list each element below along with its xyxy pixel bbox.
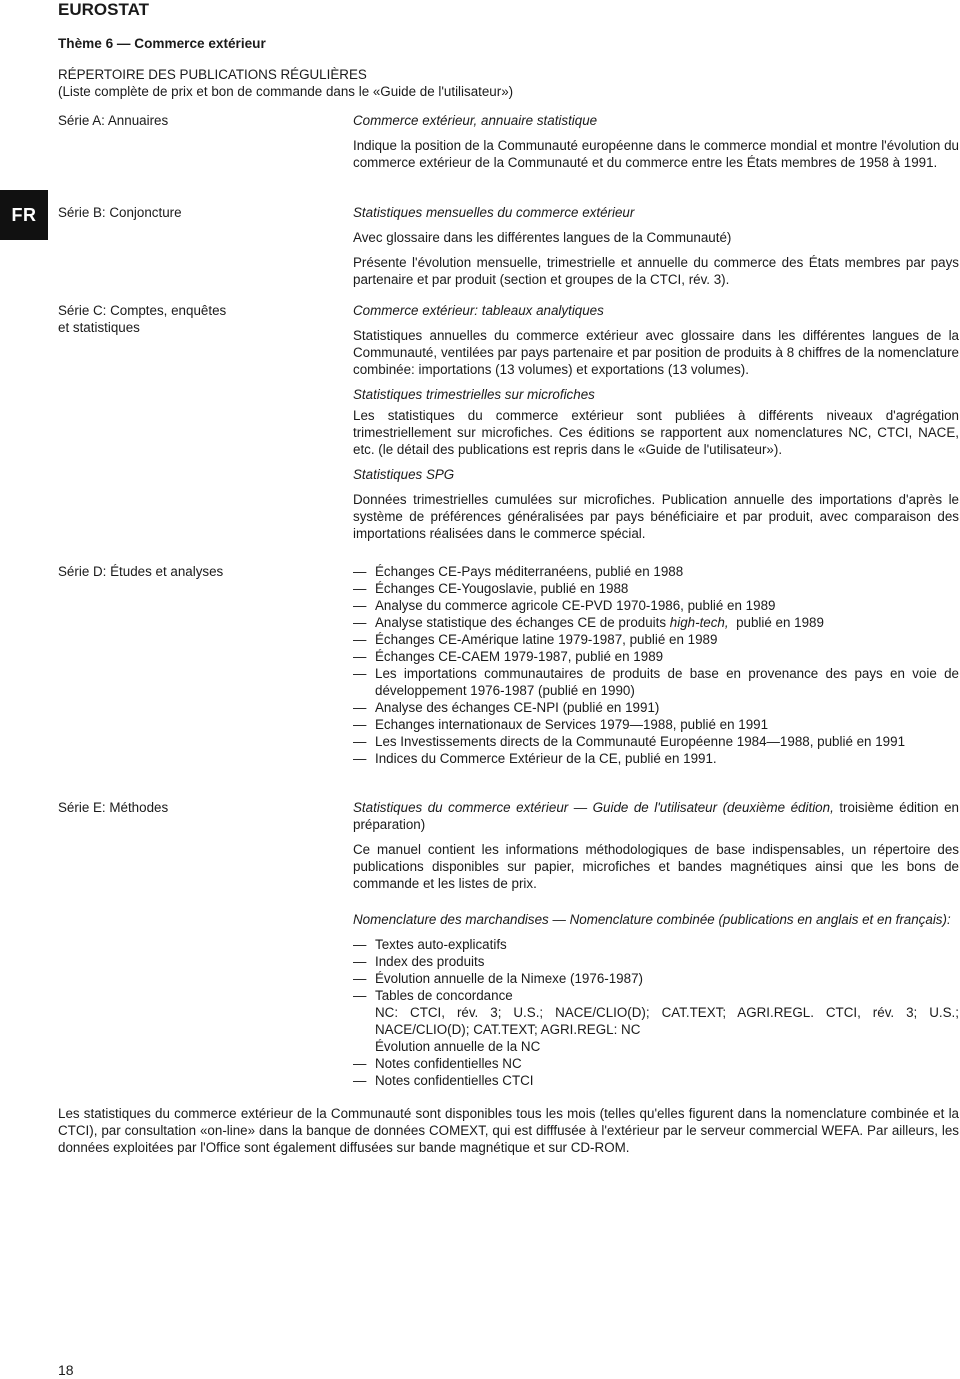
series-a-label: Série A: Annuaires	[58, 113, 169, 128]
series-e-title-1-rest: troisième édition en préparation)	[353, 800, 959, 832]
series-d-content	[353, 563, 959, 767]
list-item: — Échanges CE-Pays méditerranéens, publié en 1988	[353, 563, 959, 580]
list-item: — Analyse du commerce agricole CE-PVD 1970-1986, publié en 1989	[353, 597, 959, 614]
repertoire-line-2: (Liste complète de prix et bon de commande dans le «Guide de l'utilisateur»)	[58, 84, 514, 99]
series-c-title-1: Commerce extérieur: tableaux analytiques	[353, 303, 604, 318]
list-item: — Textes auto-explicatifs	[353, 936, 959, 953]
list-item: — Echanges internationaux de Services 1979—1988, publié en 1991	[353, 716, 959, 733]
series-c-label-line-2: et statistiques	[58, 320, 140, 335]
list-item: — Les Investissements directs de la Communauté Européenne 1984—1988, publié en 1991	[353, 733, 959, 750]
list-item: — Évolution annuelle de la Nimexe (1976-1987)	[353, 970, 959, 987]
repertoire-heading	[58, 66, 513, 100]
series-e-list	[353, 936, 959, 1089]
header-title: EUROSTAT	[58, 0, 149, 19]
series-a-title: Commerce extérieur, annuaire statistique	[353, 113, 598, 128]
list-item: — Les importations communautaires de produits de base en provenance des pays en voie de développement 1976-1987 (publié en 1990)	[353, 665, 959, 699]
series-b-text-2: Présente l'évolution mensuelle, trimestrielle et annuelle du commerce des États membres par pays partenaire et par produit (section et groupes de la CTCI, rév. 3).	[353, 255, 959, 287]
list-item: — Échanges CE-Amérique latine 1979-1987, publié en 1989	[353, 631, 959, 648]
list-item-text: Analyse statistique des échanges CE de produits	[375, 615, 667, 630]
series-c-text-1: Statistiques annuelles du commerce extérieur avec glossaire dans les différentes langues de la Communauté, ventilées par pays partenaire et par position de produits à 8 chiffres de la nomenclature combinée: importations (13 volumes) et exportations (13 volumes).	[353, 328, 959, 377]
series-d-label: Série D: Études et analyses	[58, 564, 224, 579]
list-item	[353, 614, 959, 631]
series-e-text-1: Ce manuel contient les informations méthodologiques de base indispensables, un répertoire des publications disponibles sur papier, microfiches et bandes magnétiques ainsi que les bons de commande et les listes de prix.	[353, 842, 959, 891]
list-item: — Notes confidentielles CTCI	[353, 1072, 959, 1089]
series-b-text-1: Avec glossaire dans les différentes langues de la Communauté)	[353, 230, 732, 245]
list-item: — Échanges CE-Yougoslavie, publié en 1988	[353, 580, 959, 597]
series-c-text-2: Les statistiques du commerce extérieur sont publiées à différents niveaux d'agrégation trimestriellement sur microfiches. Ces éditions se rapportent aux nomenclatures NC, CTCI, NACE, etc. (le détail des publications est repris dans le «Guide de l'utilisateur»).	[353, 408, 959, 457]
series-e-title-1	[353, 799, 959, 833]
series-a-content	[353, 112, 959, 171]
series-e-content	[353, 799, 959, 1089]
series-e-label: Série E: Méthodes	[58, 800, 169, 815]
series-c-label	[58, 302, 308, 336]
page-number: 18	[58, 1362, 74, 1378]
series-d-list	[353, 563, 959, 767]
list-item: — Index des produits	[353, 953, 959, 970]
series-b-content	[353, 204, 959, 288]
series-c-title-3: Statistiques SPG	[353, 467, 455, 482]
list-item: — Échanges CE-CAEM 1979-1987, publié en 1989	[353, 648, 959, 665]
series-c-content	[353, 302, 959, 542]
footer-paragraph: Les statistiques du commerce extérieur de la Communauté sont disponibles tous les mois (telles qu'elles figurent dans la nomenclature combinée et la CTCI), par consultation «on-line» dans la banque de données COMEXT, qui est difffusée à l'extérieur par le serveur commercial WEFA. Par ailleurs, les données exploitées par l'Office sont également diffusées sur bande magnétique et sur CD-ROM.	[58, 1106, 959, 1155]
series-b-label: Série B: Conjoncture	[58, 205, 182, 220]
theme-heading: Thème 6 — Commerce extérieur	[58, 36, 266, 51]
series-a-text: Indique la position de la Communauté européenne dans le commerce mondial et montre l'évolution du commerce extérieur de la Communauté et du commerce entre les États membres de 1958 à 1991.	[353, 138, 959, 170]
list-item: — Notes confidentielles NC	[353, 1055, 959, 1072]
language-tab-fr: FR	[0, 190, 48, 240]
list-item-text-end: publié en 1989	[736, 615, 824, 630]
repertoire-line-1: RÉPERTOIRE DES PUBLICATIONS RÉGULIÈRES	[58, 67, 367, 82]
list-item-detail: NC: CTCI, rév. 3; U.S.; NACE/CLIO(D); CAT.TEXT; AGRI.REGL. CTCI, rév. 3; U.S.; NACE/CLIO(D); CAT.TEXT; AGRI.REGL: NC	[375, 1005, 959, 1037]
list-item-detail: Évolution annuelle de la NC	[375, 1039, 541, 1054]
series-e-title-2: Nomenclature des marchandises — Nomenclature combinée (publications en anglais et en français):	[353, 912, 951, 927]
series-e-title-1-italic: Statistiques du commerce extérieur — Guide de l'utilisateur (deuxième édition,	[353, 800, 834, 815]
list-item: — Analyse des échanges CE-NPI (publié en 1991)	[353, 699, 959, 716]
list-item: — Tables de concordance	[353, 987, 959, 1004]
list-item-emphasis: high-tech,	[669, 615, 729, 630]
series-c-label-line-1: Série C: Comptes, enquêtes	[58, 303, 227, 318]
series-c-title-2: Statistiques trimestrielles sur microfiches	[353, 387, 595, 402]
series-c-text-3: Données trimestrielles cumulées sur microfiches. Publication annuelle des importations d'après le système de préférences généralisées par pays bénéficiaire et par produit, avec comparaison des importations réalisées dans le commerce spécial.	[353, 492, 959, 541]
list-item: — Indices du Commerce Extérieur de la CE, publié en 1991.	[353, 750, 959, 767]
series-b-title: Statistiques mensuelles du commerce extérieur	[353, 205, 635, 220]
